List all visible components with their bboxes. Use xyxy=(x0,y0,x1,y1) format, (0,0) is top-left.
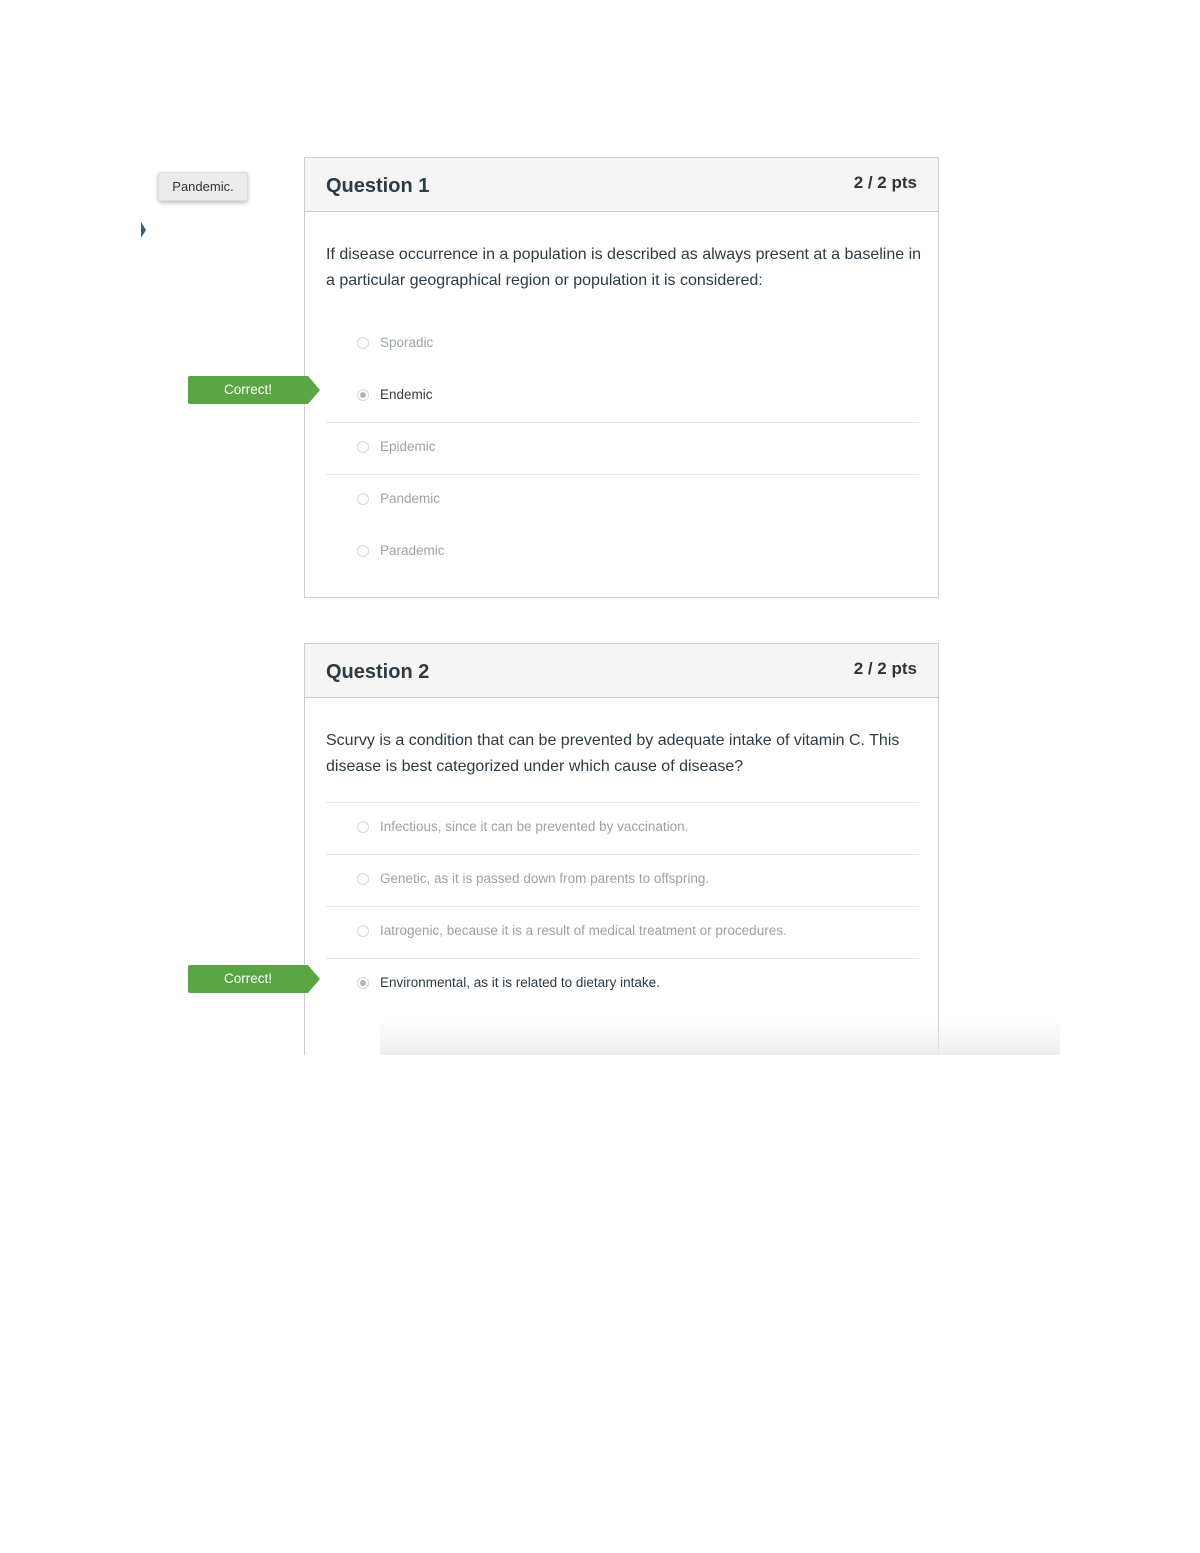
answer-option[interactable] xyxy=(326,474,919,526)
answer-list xyxy=(326,802,919,1010)
radio-button[interactable] xyxy=(357,925,369,937)
correct-answer-flag: Correct! xyxy=(188,376,308,404)
question-points: 2 / 2 pts xyxy=(853,659,917,678)
answer-label: Genetic, as it is passed down from parents to offspring. xyxy=(380,871,710,886)
answer-label: Parademic xyxy=(380,543,445,558)
answer-label: Iatrogenic, because it is a result of medical treatment or procedures. xyxy=(380,923,787,938)
answer-label: Environmental, as it is related to dietary intake. xyxy=(380,975,660,990)
answer-option-selected[interactable] xyxy=(326,370,919,422)
question-title: Question 2 xyxy=(326,661,430,683)
radio-button[interactable] xyxy=(357,821,369,833)
question-1-card xyxy=(304,157,939,598)
answer-option[interactable] xyxy=(326,526,919,578)
question-header xyxy=(305,158,938,212)
answer-option[interactable] xyxy=(326,854,919,906)
answer-label: Pandemic xyxy=(380,491,441,506)
question-2-card xyxy=(304,643,939,1063)
question-title: Question 1 xyxy=(326,175,430,197)
answer-tooltip: Pandemic. xyxy=(158,172,248,201)
radio-button[interactable] xyxy=(357,337,369,349)
question-points: 2 / 2 pts xyxy=(853,173,917,192)
question-text: If disease occurrence in a population is described as always present at a baseline in a particular geographical region or population it is considered: xyxy=(326,246,922,289)
answer-list xyxy=(326,318,919,578)
answer-label: Endemic xyxy=(380,387,433,402)
answer-option[interactable] xyxy=(326,318,919,370)
blank-page-area xyxy=(0,1055,1200,1553)
question-header xyxy=(305,644,938,698)
question-text: Scurvy is a condition that can be prevented by adequate intake of vitamin C. This disease is best categorized under which cause of disease? xyxy=(326,732,900,775)
radio-button[interactable] xyxy=(357,441,369,453)
radio-button[interactable] xyxy=(357,493,369,505)
collapse-caret-icon[interactable] xyxy=(141,222,146,238)
answer-label: Sporadic xyxy=(380,335,434,350)
answer-option[interactable] xyxy=(326,802,919,854)
radio-button[interactable] xyxy=(357,545,369,557)
answer-option-selected[interactable] xyxy=(326,958,919,1010)
screenshot-edge-shadow xyxy=(380,1020,1060,1055)
answer-label: Epidemic xyxy=(380,439,436,454)
answer-option[interactable] xyxy=(326,906,919,958)
answer-label: Infectious, since it can be prevented by vaccination. xyxy=(380,819,689,834)
radio-button-checked[interactable] xyxy=(357,389,369,401)
correct-answer-flag: Correct! xyxy=(188,965,308,993)
radio-button[interactable] xyxy=(357,873,369,885)
answer-option[interactable] xyxy=(326,422,919,474)
radio-button-checked[interactable] xyxy=(357,977,369,989)
